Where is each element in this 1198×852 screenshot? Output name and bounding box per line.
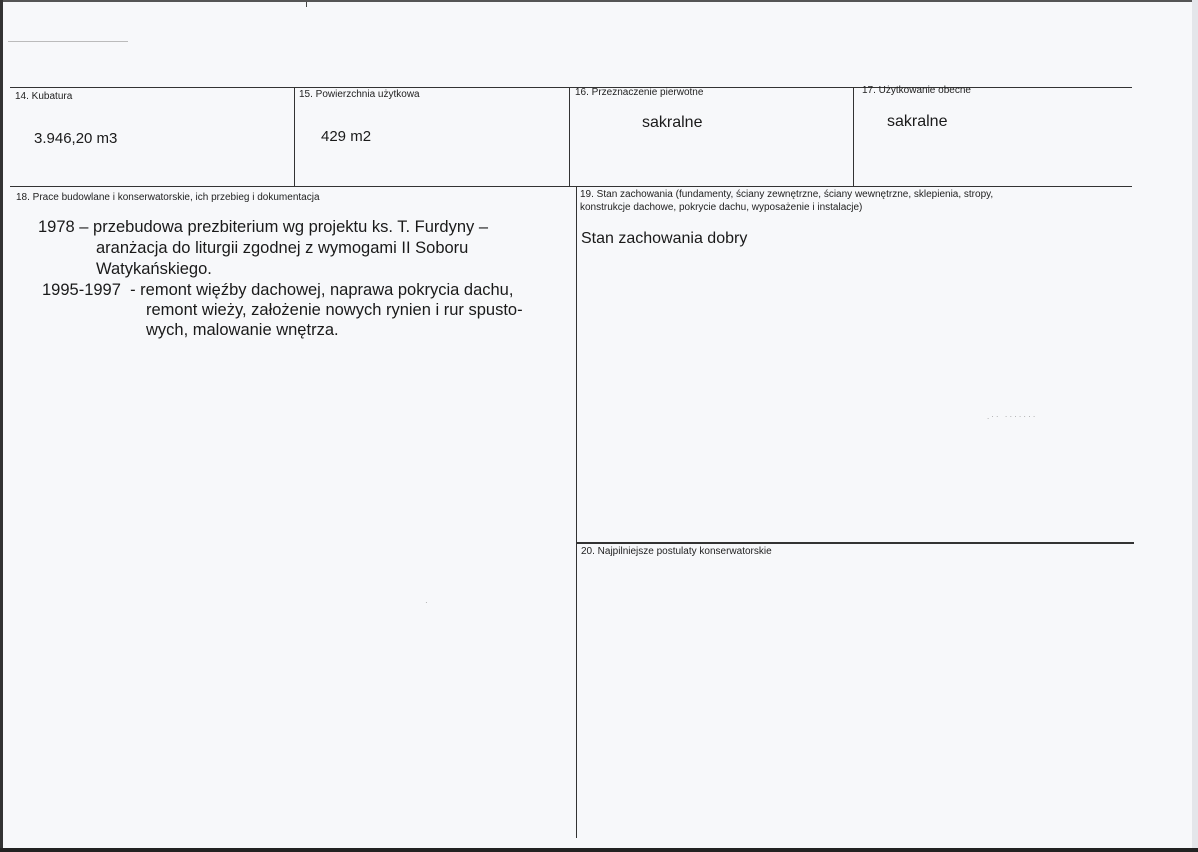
scan-edge-top: [0, 0, 1198, 2]
field-label-postulaty: 20. Najpilniejsze postulaty konserwatorskie: [581, 546, 772, 557]
works-line-5: remont wieży, założenie nowych rynien i rur spusto-: [146, 301, 523, 319]
col-border-16-17: [853, 87, 854, 186]
col-border-14-15: [294, 87, 295, 186]
works-line-1: 1978 – przebudowa prezbiterium wg projektu ks. T. Furdyny –: [38, 218, 489, 236]
col-border-18-19: [576, 186, 577, 838]
scan-tick-mark: [306, 2, 307, 7]
works-line-3: Watykańskiego.: [96, 260, 212, 278]
row-separator-18-19: [10, 186, 1132, 187]
field-label-kubatura: 14. Kubatura: [15, 91, 73, 102]
row-separator-19-20: [576, 542, 1134, 544]
scan-speckle: .·· ·······: [987, 412, 1038, 421]
field-value-przeznaczenie: sakralne: [642, 114, 703, 131]
field-label-prace: 18. Prace budowlane i konserwatorskie, ich przebieg i dokumentacja: [16, 192, 320, 203]
faint-rule: [8, 41, 128, 42]
field-value-uzytkowanie: sakralne: [887, 113, 948, 130]
field-value-stan-zachowania: Stan zachowania dobry: [581, 230, 748, 247]
field-label-stan-zachowania-1: 19. Stan zachowania (fundamenty, ściany zewnętrzne, ściany wewnętrzne, sklepienia, stropy,: [580, 189, 994, 200]
field-label-powierzchnia: 15. Powierzchnia użytkowa: [299, 89, 420, 100]
field-value-powierzchnia: 429 m2: [321, 128, 372, 145]
works-line-4: 1995-1997 - remont więźby dachowej, naprawa pokrycia dachu,: [42, 281, 514, 299]
scan-edge-right: [1192, 0, 1198, 852]
scan-dot: ·: [425, 598, 430, 607]
works-line-2: aranżacja do liturgii zgodnej z wymogami II Soboru: [96, 239, 469, 257]
scan-edge-left: [0, 0, 3, 852]
field-label-uzytkowanie: 17. Użytkowanie obecne: [862, 85, 971, 96]
field-label-przeznaczenie: 16. Przeznaczenie pierwotne: [575, 87, 704, 98]
works-line-6: wych, malowanie wnętrza.: [146, 321, 339, 339]
field-label-stan-zachowania-2: konstrukcje dachowe, pokrycie dachu, wyposażenie i instalacje): [580, 202, 863, 213]
scan-edge-bottom: [0, 848, 1198, 852]
col-border-15-16: [569, 87, 570, 186]
field-value-kubatura: 3.946,20 m3: [34, 130, 118, 147]
